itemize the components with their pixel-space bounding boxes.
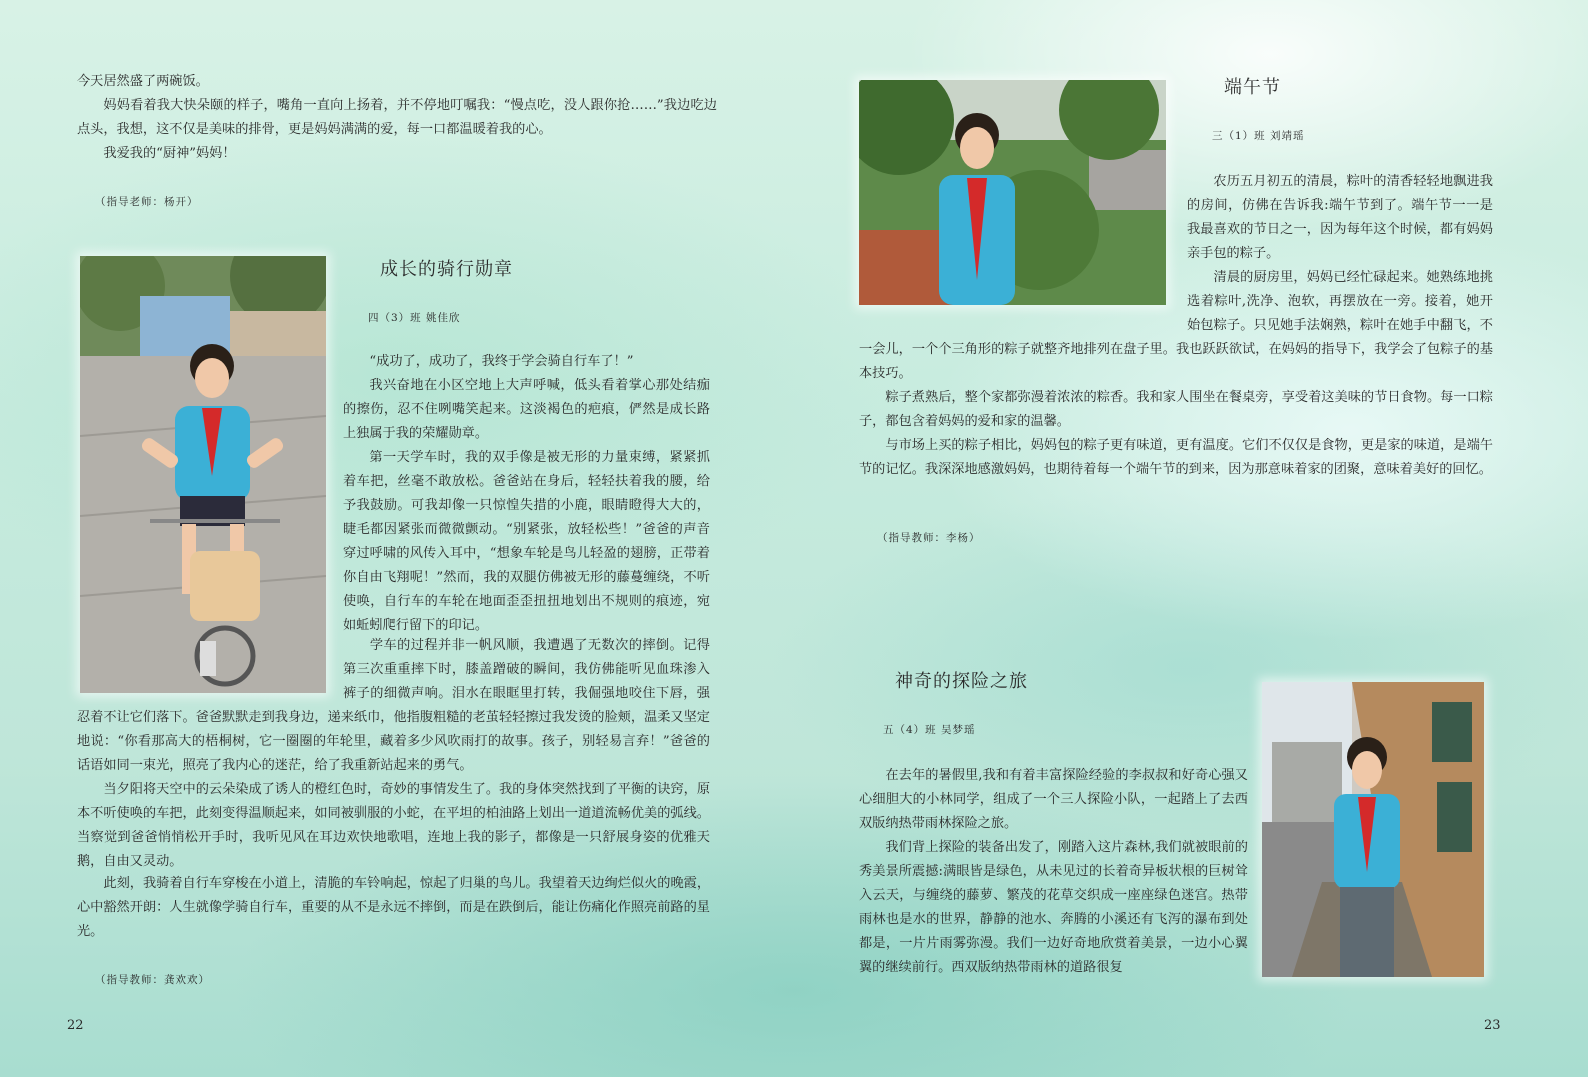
cycling-teacher: （指导教师：龚欢欢） — [95, 974, 210, 986]
intro-teacher: （指导老师：杨开） — [95, 196, 199, 208]
article-byline-cycling: 四（3）班 姚佳欣 — [368, 312, 461, 324]
dragon-boat-paragraph-3: 粽子煮熟后，整个家都弥漫着浓浓的粽香。我和家人围坐在餐桌旁，享受着这美味的节日食物。每一口粽子，都包含着妈妈的爱和家的温馨。 — [859, 390, 1493, 429]
right-page — [794, 0, 1588, 1077]
adventure-paragraph-2: 我们背上探险的装备出发了，刚踏入这片森林,我们就被眼前的秀美景所震撼:满眼皆是绿色，从未见过的长着奇异板状根的巨树耸入云天，与缠绕的藤萝、繁茂的花草交织成一座座绿色迷宫。热带雨林也是水的世界，静静的池水、奔腾的小溪还有飞泻的瀑布到处都是，一片片雨雾弥漫。我们一边好奇地欣赏着美景，一边小心翼翼的继续前行。西双版纳热带雨林的道路很复 — [859, 840, 1248, 975]
bike-photo — [80, 256, 326, 693]
article-byline-adventure: 五（4）班 吴梦瑶 — [883, 724, 976, 736]
dragon-boat-paragraph-2 — [859, 266, 1493, 386]
cycling-paragraph-4-text: 学车的过程并非一帆风顺，我遭遇了无数次的摔倒。记得第三次重重摔下时，膝盖蹭破的瞬间，我仿佛能听见血珠渗入裤子的细微声响。泪水在眼眶里打转，我倔强地咬住下唇，强忍着不让它们落下。爸爸默默走到我身边，递来纸巾，他指腹粗糙的老茧轻轻擦过我发烫的脸颊，温柔又坚定地说：“你看那高大的梧桐树，它一圈圈的年轮里，藏着多少风吹雨打的故事。孩子，别轻易言弃！”爸爸的话语如同一束光，照亮了我内心的迷茫，给了我重新站起来的勇气。 — [77, 638, 710, 773]
cycling-paragraph-3: 第一天学车时，我的双手像是被无形的力量束缚，紧紧抓着车把，丝毫不敢放松。爸爸站在身后，轻轻扶着我的腰，给予我鼓励。可我却像一只惊惶失措的小鹿，眼睛瞪得大大的，睫毛都因紧张而微微颤动。“别紧张，放轻松些！”爸爸的声音穿过呼啸的风传入耳中，“想象车轮是鸟儿轻盈的翅膀，正带着你自由飞翔呢！”然而，我的双腿仿佛被无形的藤蔓缠绕，不听使唤，自行车的车轮在地面歪歪扭扭地划出不规则的痕迹，宛如蚯蚓爬行留下的印记。 — [343, 450, 710, 633]
article-title-cycling: 成长的骑行勋章 — [380, 259, 513, 280]
intro-line-3: 我爱我的“厨神”妈妈！ — [103, 146, 236, 161]
page-number-right: 23 — [1484, 1018, 1501, 1033]
dragon-boat-paragraph-1: 农历五月初五的清晨，粽叶的清香轻轻地飘进我的房间，仿佛在告诉我:端午节到了。端午节一一是我最喜欢的节日之一，因为每年这个时候，都有妈妈亲手包的粽子。 — [1187, 174, 1493, 261]
article-title-dragon-boat: 端午节 — [1224, 77, 1281, 98]
adventure-paragraph-1: 在去年的暑假里,我和有着丰富探险经验的李叔叔和好奇心强又心细胆大的小林同学，组成了一个三人探险小队，一起踏上了去西双版纳热带雨林探险之旅。 — [859, 768, 1248, 831]
cycling-paragraph-5: 当夕阳将天空中的云朵染成了诱人的橙红色时，奇妙的事情发生了。我的身体突然找到了平衡的诀窍，原本不听使唤的车把，此刻变得温顺起来，如同被驯服的小蛇，在平坦的柏油路上划出一道道流畅优美的弧线。当察觉到爸爸悄悄松开手时，我听见风在耳边欢快地歌唱，连地上我的影子，都像是一只舒展身姿的优雅天鹅，自由又灵动。 — [77, 782, 711, 869]
intro-line-2: 妈妈看着我大快朵颐的样子，嘴角一直向上扬着，并不停地叮嘱我：“慢点吃，没人跟你抢……”我边吃边点头，我想，这不仅是美味的排骨，更是妈妈满满的爱，每一口都温暖着我的心。 — [77, 98, 717, 137]
cycling-paragraph-4 — [77, 634, 710, 778]
intro-line-1: 今天居然盛了两碗饭。 — [77, 74, 209, 89]
dragon-boat-teacher: （指导教师：李杨） — [877, 532, 981, 544]
cycling-paragraph-6: 此刻，我骑着自行车穿梭在小道上，清脆的车铃响起，惊起了归巢的鸟儿。我望着天边绚烂似火的晚霞，心中豁然开朗：人生就像学骑自行车，重要的从不是永远不摔倒，而是在跌倒后，能让伤痛化作照亮前路的星光。 — [77, 876, 711, 939]
article-byline-dragon-boat: 三（1）班 刘靖瑶 — [1212, 130, 1305, 142]
page-number-left: 22 — [67, 1018, 84, 1033]
article-title-adventure: 神奇的探险之旅 — [895, 671, 1028, 692]
cycling-paragraph-2: 我兴奋地在小区空地上大声呼喊，低头看着掌心那处结痂的擦伤，忍不住咧嘴笑起来。这淡褐色的疤痕，俨然是成长路上独属于我的荣耀勋章。 — [343, 378, 710, 441]
dragon-boat-paragraph-4: 与市场上买的粽子相比，妈妈包的粽子更有味道，更有温度。它们不仅仅是食物，更是家的味道，是端午节的记忆。我深深地感激妈妈，也期待着每一个端午节的到来，因为那意味着家的团聚，意味着美好的回忆。 — [859, 438, 1493, 477]
dragon-boat-paragraph-2-text: 清晨的厨房里，妈妈已经忙碌起来。她熟练地挑选着粽叶,洗净、泡软，再摆放在一旁。接着，她开始包粽子。只见她手法娴熟，粽叶在她手中翻飞，不一会儿，一个个三角形的粽子就整齐地排列在盘子里。我也跃跃欲试，在妈妈的指导下，我学会了包粽子的基本技巧。 — [859, 270, 1493, 381]
corridor-photo — [1262, 682, 1484, 977]
cycling-paragraph-1: “成功了，成功了，我终于学会骑自行车了！” — [369, 354, 634, 369]
